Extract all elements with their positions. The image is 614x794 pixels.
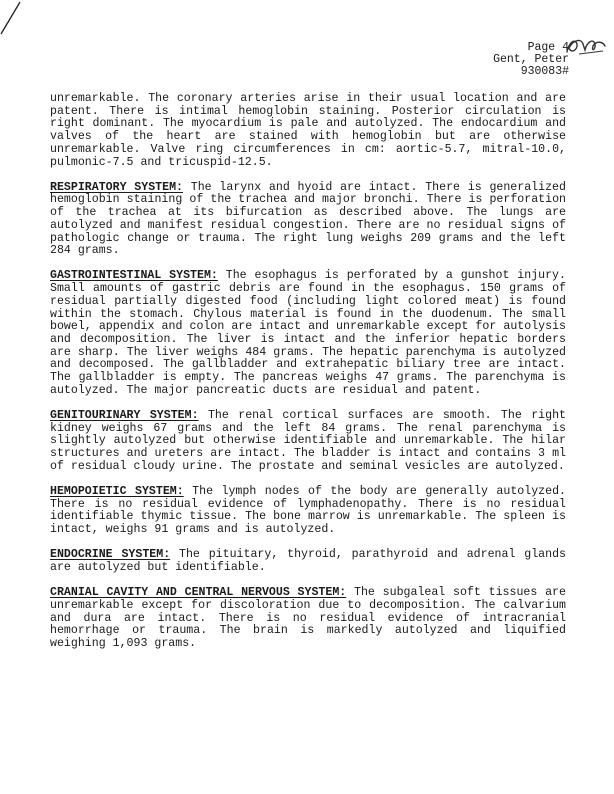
report-body bbox=[50, 93, 566, 663]
section-hemopoietic bbox=[50, 486, 566, 537]
page-number: Page 4 bbox=[527, 41, 569, 54]
section-heading: ENDOCRINE SYSTEM: bbox=[50, 548, 171, 562]
section-heading: GASTROINTESTINAL SYSTEM: bbox=[50, 269, 218, 283]
section-endocrine bbox=[50, 549, 566, 574]
handwritten-initials bbox=[563, 34, 607, 58]
section-genitourinary bbox=[50, 410, 566, 474]
section-heading: RESPIRATORY SYSTEM: bbox=[50, 180, 183, 194]
cardiac-continuation: unremarkable. The coronary arteries arise in their usual location and are patent. There is intimal hemoglobin staining. Posterior circulation is right dominant. The myocardium is pale and autolyzed. The endocardium and valves of the heart are stained with hemoglobin but are otherwise unremarkable. Valve ring circumferences in cm: aortic-5.7, mitral-10.0, pulmonic-7.5 and tricuspid-12.5. bbox=[50, 92, 566, 169]
section-heading: HEMOPOIETIC SYSTEM: bbox=[50, 484, 184, 498]
section-text: The renal cortical surfaces are smooth. The right kidney weighs 67 grams and the left 84 grams. The renal parenchyma is slightly autolyzed but otherwise identifiable and unremarkable. The hilar structures and ureters are intact. The bladder is intact and contains 3 ml of residual cloudy urine. The prostate and seminal vesicles are autolyzed. bbox=[50, 408, 566, 473]
section-heading: CRANIAL CAVITY AND CENTRAL NERVOUS SYSTEM: bbox=[50, 586, 347, 600]
section-text: The lymph nodes of the body are generally autolyzed. There is no residual evidence of lymphadenopathy. There is no residual identifiable thymic tissue. The bone marrow is unremarkable. The spleen is intact, weighs 91 grams and is autolyzed. bbox=[50, 484, 566, 537]
patient-name: Gent, Peter bbox=[493, 53, 569, 66]
section-text: The pituitary, thyroid, parathyroid and adrenal glands are autolyzed but identifiable. bbox=[50, 548, 566, 574]
page-number-row bbox=[493, 42, 569, 54]
section-respiratory bbox=[50, 182, 566, 258]
section-gastrointestinal bbox=[50, 270, 566, 397]
case-number: 930083# bbox=[520, 65, 569, 78]
section-heading: GENITOURINARY SYSTEM: bbox=[50, 408, 199, 422]
section-text: The subgaleal soft tissues are unremarkable except for discoloration due to decomposition. The calvarium and dura are intact. There is no residual evidence of intracranial hemorrhage or trauma. The brain is markedly autolyzed and liquified weighing 1,093 grams. bbox=[50, 586, 566, 651]
section-text: The larynx and hyoid are intact. There is generalized hemoglobin staining of the trachea and major bronchi. There is perforation of the trachea at its bifurcation as described above. The lungs are autolyzed and manifest residual congestion. There are no residual signs of pathologic change or trauma. The right lung weighs 209 grams and the left 284 grams. bbox=[50, 180, 566, 258]
corner-pen-mark bbox=[0, 0, 30, 40]
page-header bbox=[493, 42, 569, 78]
section-cranial-cns bbox=[50, 587, 566, 651]
section-text: The esophagus is perforated by a gunshot injury. Small amounts of gastric debris are found in the esophagus. 150 grams of residual partially digested food (including light colored meat) is found within the stomach. Chylous material is found in the duodenum. The small bowel, appendix and colon are intact and unremarkable except for autolysis and decomposition. The liver is intact and the inferior hepatic borders are sharp. The liver weighs 484 grams. The hepatic parenchyma is autolyzed and decomposed. The gallbladder and extrahepatic biliary tree are intact. The gallbladder is empty. The pancreas weighs 47 grams. The parenchyma is autolyzed. The major pancreatic ducts are residual and patent. bbox=[50, 269, 566, 397]
